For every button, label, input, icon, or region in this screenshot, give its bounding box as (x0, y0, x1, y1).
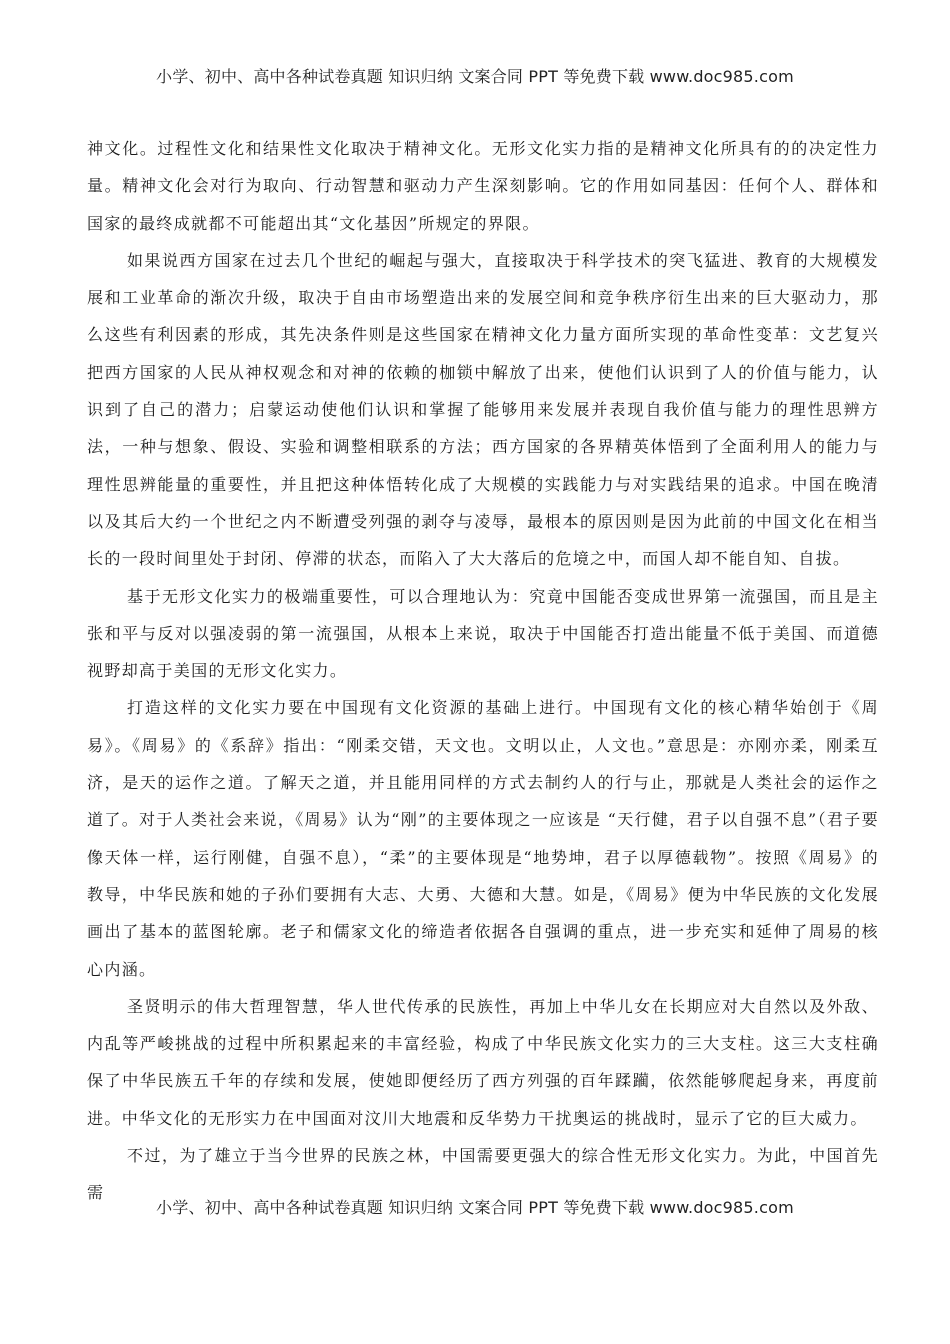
paragraph: 基于无形文化实力的极端重要性，可以合理地认为：究竟中国能否变成世界第一流强国，而且是主张和平与反对以强凌弱的第一流强国，从根本上来说，取决于中国能否打造出能量不低于美国、而道德视野却高于美国的无形文化实力。 (87, 586, 879, 681)
page-header: 小学、初中、高中各种试卷真题 知识归纳 文案合同 PPT 等免费下载 www.doc985.com (156, 67, 794, 86)
paragraph: 打造这样的文化实力要在中国现有文化资源的基础上进行。中国现有文化的核心精华始创于《周易》。《周易》的《系辞》指出：“刚柔交错，天文也。文明以止，人文也。”意思是：亦刚亦柔，刚柔互济，是天的运作之道。了解天之道，并且能用同样的方式去制约人的行与止，那就是人类社会的运作之道了。对于人类社会来说，《周易》认为“刚”的主要体现之一应该是 “天行健，君子以自强不息”（君子要像天体一样，运行刚健，自强不息），“柔”的主要体现是“地势坤，君子以厚德载物”。按照《周易》的教导，中华民族和她的子孙们要拥有大志、大勇、大德和大慧。如是，《周易》便为中华民族的文化发展画出了基本的蓝图轮廓。老子和儒家文化的缔造者依据各自强调的重点，进一步充实和延伸了周易的核心内涵。 (87, 698, 879, 979)
paragraph: 如果说西方国家在过去几个世纪的崛起与强大，直接取决于科学技术的突飞猛进、教育的大规模发展和工业革命的渐次升级，取决于自由市场塑造出来的发展空间和竞争秩序衍生出来的巨大驱动力，那么这些有利因素的形成，其先决条件则是这些国家在精神文化力量方面所实现的革命性变革：文艺复兴把西方国家的人民从神权观念和对神的依赖的枷锁中解放了出来，使他们认识到了人的价值与能力，认识到了自己的潜力；启蒙运动使他们认识和掌握了能够用来发展并表现自我价值与能力的理性思辨方法，一种与想象、假设、实验和调整相联系的方法；西方国家的各界精英体悟到了全面利用人的能力与理性思辨能量的重要性，并且把这种体悟转化成了大规模的实践能力与对实践结果的追求。中国在晚清以及其后大约一个世纪之内不断遭受列强的剥夺与凌辱，最根本的原因则是因为此前的中国文化在相当长的一段时间里处于封闭、停滞的状态，而陷入了大大落后的危境之中，而国人却不能自知、自拔。 (87, 250, 879, 569)
page-footer: 小学、初中、高中各种试卷真题 知识归纳 文案合同 PPT 等免费下载 www.doc985.com (156, 1198, 794, 1217)
paragraph: 圣贤明示的伟大哲理智慧，华人世代传承的民族性，再加上中华儿女在长期应对大自然以及外敌、内乱等严峻挑战的过程中所积累起来的丰富经验，构成了中华民族文化实力的三大支柱。这三大支柱确保了中华民族五千年的存续和发展，使她即便经历了西方列强的百年蹂躏，依然能够爬起身来，再度前进。中华文化的无形实力在中国面对汶川大地震和反华势力干扰奥运的挑战时，显示了它的巨大威力。 (87, 996, 879, 1128)
article-body (87, 130, 879, 1212)
paragraph-continued: 神文化。过程性文化和结果性文化取决于精神文化。无形文化实力指的是精神文化所具有的的决定性力量。精神文化会对行为取向、行动智慧和驱动力产生深刻影响。它的作用如同基因：任何个人、群体和国家的最终成就都不可能超出其“文化基因”所规定的界限。 (87, 139, 879, 233)
paragraph: 不过，为了雄立于当今世界的民族之林，中国需要更强大的综合性无形文化实力。为此，中国首先需 (87, 1146, 879, 1203)
